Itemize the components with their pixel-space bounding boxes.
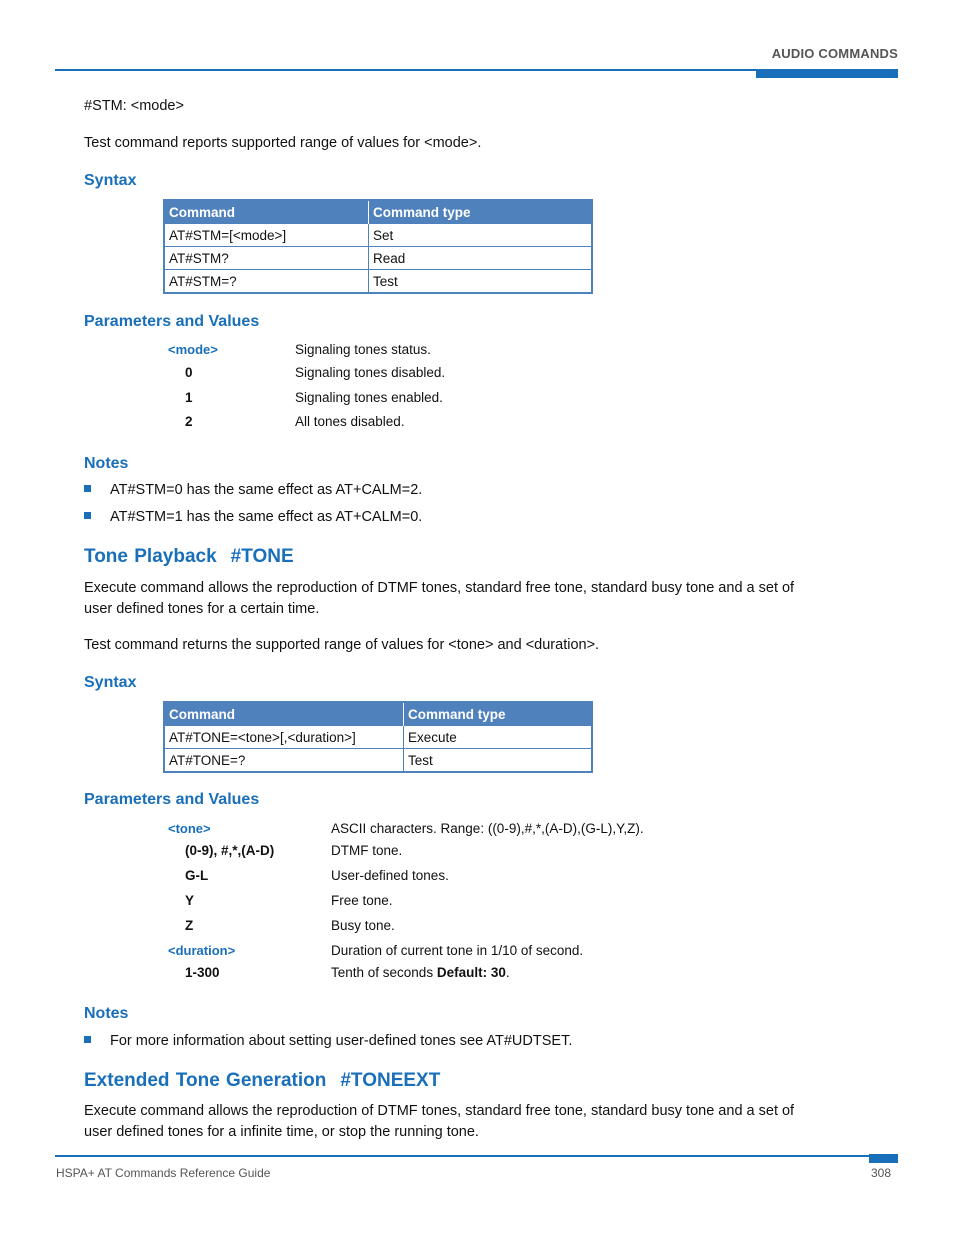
table-row <box>164 749 592 773</box>
list-item <box>84 1033 572 1049</box>
param-value: Y <box>185 893 195 908</box>
section-command-name: #TONE <box>230 546 294 567</box>
param-desc: Busy tone. <box>331 918 395 933</box>
param-value: 2 <box>185 414 193 429</box>
stm-syntax-heading: Syntax <box>84 172 137 189</box>
toneext-exec-description-line1: Execute command allows the reproduction of DTMF tones, standard free tone, standard busy tone and a set of <box>84 1103 795 1119</box>
tone-section-title <box>84 546 294 568</box>
toneext-exec-description-line2: user defined tones for a infinite time, or stop the running tone. <box>84 1124 479 1140</box>
bullet-square-icon <box>84 485 91 492</box>
tone-params-heading: Parameters and Values <box>84 791 260 808</box>
table-cell-command: AT#STM? <box>164 247 369 270</box>
param-desc: Signaling tones status. <box>295 342 431 357</box>
param-desc: DTMF tone. <box>331 843 403 858</box>
toneext-section-title <box>84 1070 440 1092</box>
list-item <box>84 509 422 525</box>
param-name-mode: <mode> <box>168 342 218 357</box>
param-desc: Duration of current tone in 1/10 of second. <box>331 943 584 958</box>
table-cell-type: Execute <box>404 726 593 749</box>
table-cell-command: AT#TONE=<tone>[,<duration>] <box>164 726 404 749</box>
stm-notes-heading: Notes <box>84 455 129 472</box>
section-header: AUDIO COMMANDS <box>771 46 898 61</box>
param-value: G-L <box>185 868 209 883</box>
param-desc <box>331 965 510 980</box>
list-item <box>84 482 422 498</box>
table-header-row <box>164 200 592 224</box>
tone-test-description: Test command returns the supported range of values for <tone> and <duration>. <box>84 637 600 653</box>
note-text: AT#STM=1 has the same effect as AT+CALM=0. <box>110 509 423 525</box>
param-value: (0-9), #,*,(A-D) <box>185 843 275 858</box>
stm-syntax-table <box>163 199 593 294</box>
note-text: AT#STM=0 has the same effect as AT+CALM=2. <box>110 482 423 498</box>
table-cell-type: Test <box>369 270 593 294</box>
stm-response-format: #STM: <mode> <box>84 98 184 114</box>
bullet-square-icon <box>84 512 91 519</box>
tone-notes-heading: Notes <box>84 1005 129 1022</box>
tone-exec-description-line2: user defined tones for a certain time. <box>84 601 320 617</box>
table-cell-command: AT#STM=[<mode>] <box>164 224 369 247</box>
header-accent-bar <box>756 70 898 78</box>
param-desc: All tones disabled. <box>295 414 405 429</box>
footer-doc-title: HSPA+ AT Commands Reference Guide <box>56 1166 271 1180</box>
param-desc: Signaling tones disabled. <box>295 365 446 380</box>
table-header-row <box>164 702 592 726</box>
column-header-command: Command <box>164 702 404 726</box>
note-text: For more information about setting user-defined tones see AT#UDTSET. <box>110 1033 573 1049</box>
table-row <box>164 247 592 270</box>
param-desc: User-defined tones. <box>331 868 449 883</box>
param-value: Z <box>185 918 194 933</box>
table-row <box>164 270 592 294</box>
column-header-command-type: Command type <box>404 702 593 726</box>
section-title-text: Tone Playback <box>84 546 217 567</box>
param-name-tone: <tone> <box>168 821 211 836</box>
stm-params-heading: Parameters and Values <box>84 313 260 330</box>
section-command-name: #TONEEXT <box>340 1070 441 1091</box>
param-desc-text: Tenth of seconds <box>331 965 437 980</box>
param-desc: Signaling tones enabled. <box>295 390 443 405</box>
page-number: 308 <box>870 1166 891 1180</box>
param-value: 1-300 <box>185 965 220 980</box>
table-row <box>164 224 592 247</box>
stm-test-description: Test command reports supported range of values for <mode>. <box>84 135 482 151</box>
param-desc-tail: . <box>505 965 510 980</box>
param-default-value: Default: 30 <box>436 965 506 980</box>
table-cell-type: Read <box>369 247 593 270</box>
param-name-duration: <duration> <box>168 943 236 958</box>
tone-syntax-table <box>163 701 593 773</box>
param-desc: Free tone. <box>331 893 393 908</box>
table-cell-type: Set <box>369 224 593 247</box>
param-value: 0 <box>185 365 193 380</box>
tone-exec-description-line1: Execute command allows the reproduction of DTMF tones, standard free tone, standard busy tone and a set of <box>84 580 795 596</box>
section-title-text: Extended Tone Generation <box>84 1070 327 1091</box>
table-cell-command: AT#STM=? <box>164 270 369 294</box>
table-cell-type: Test <box>404 749 593 773</box>
column-header-command-type: Command type <box>369 200 593 224</box>
footer-rule <box>55 1155 898 1157</box>
table-row <box>164 726 592 749</box>
table-cell-command: AT#TONE=? <box>164 749 404 773</box>
param-desc: ASCII characters. Range: ((0-9),#,*,(A-D),(G-L),Y,Z). <box>331 821 644 836</box>
param-value: 1 <box>185 390 193 405</box>
column-header-command: Command <box>164 200 369 224</box>
bullet-square-icon <box>84 1036 91 1043</box>
footer-accent-bar <box>869 1154 898 1163</box>
tone-syntax-heading: Syntax <box>84 674 137 691</box>
